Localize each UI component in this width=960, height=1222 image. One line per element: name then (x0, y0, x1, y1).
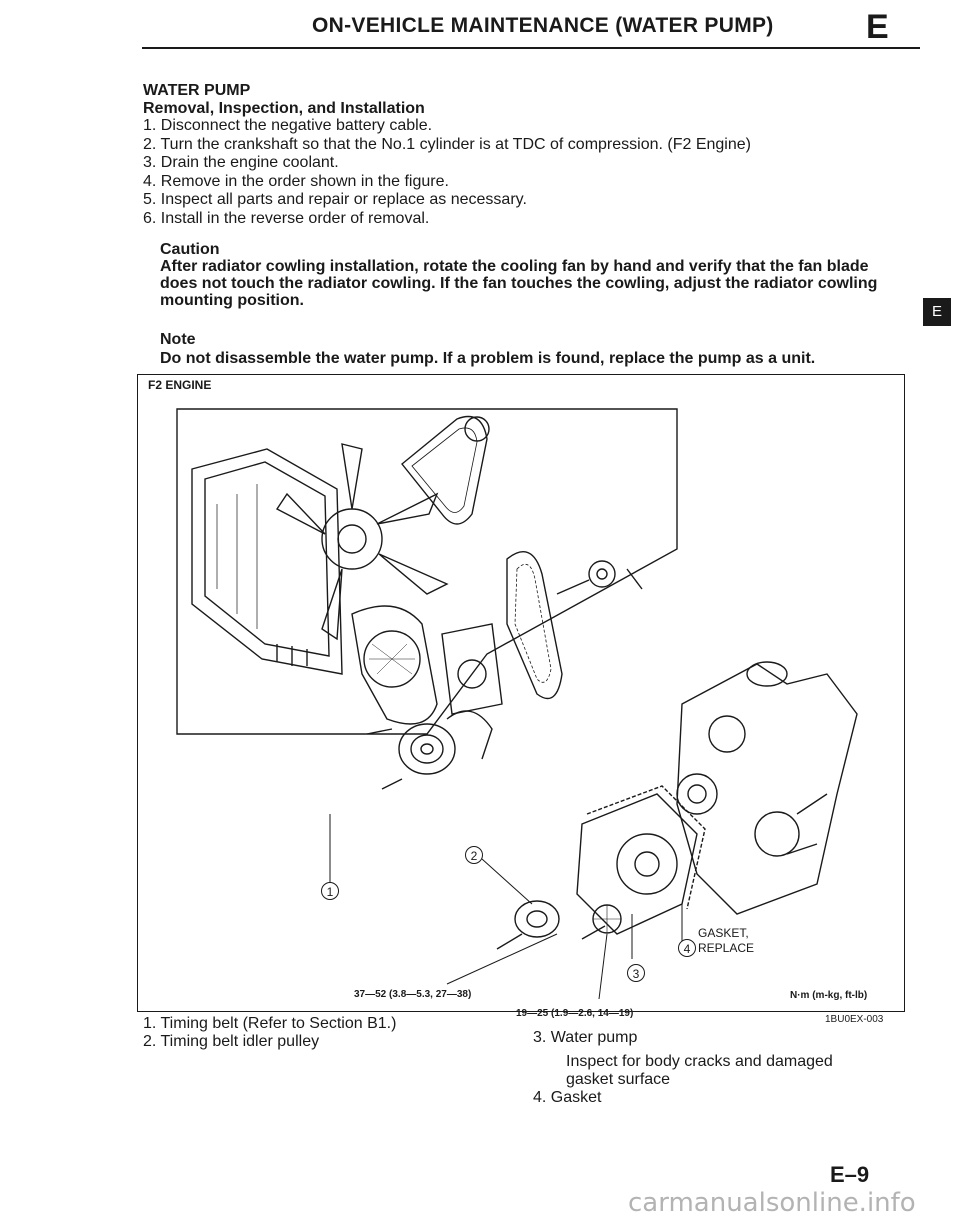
watermark: carmanualsonline.info (628, 1188, 916, 1218)
figure-label: F2 ENGINE (148, 378, 212, 392)
caution-heading: Caution (160, 241, 220, 258)
caption-item-3-detail-2: gasket surface (566, 1071, 671, 1088)
callout-2: 2 (465, 846, 483, 864)
step-item: 2. Turn the crankshaft so that the No.1 cylinder is at TDC of compression. (F2 Engine) (143, 135, 751, 153)
page-number: E–9 (830, 1162, 870, 1187)
header-rule (142, 47, 920, 49)
torque-units: N·m (m-kg, ft-lb) (790, 990, 868, 1001)
timing-belt-cover-illustration (352, 606, 437, 724)
gasket-illustration (587, 786, 705, 909)
engine-block-illustration (677, 662, 857, 914)
idler-pulley-illustration (515, 901, 559, 937)
crankshaft-pulley-illustration (399, 724, 455, 774)
section-tab[interactable]: E (923, 298, 951, 326)
callout-4: 4 (678, 939, 696, 957)
procedure-steps (143, 117, 751, 228)
caption-item-2: 2. Timing belt idler pulley (143, 1033, 320, 1050)
torque-spec-idler: 37—52 (3.8—5.3, 27—38) (354, 989, 472, 1000)
step-item: 3. Drain the engine coolant. (143, 154, 339, 171)
caution-text: After radiator cowling installation, rotate the cooling fan by hand and verify that the fan blade does not touch the radiator cowling. If the fan touches the cowling, adjust the radiator cowling mounting position. (160, 258, 878, 309)
water-pump-illustration (577, 794, 697, 934)
note-text: Do not disassemble the water pump. If a problem is found, replace the pump as a unit. (160, 350, 816, 367)
radiator-cowling-illustration (192, 449, 342, 674)
step-item: 4. Remove in the order shown in the figure. (143, 172, 449, 190)
step-item: 5. Inspect all parts and repair or replace as necessary. (143, 191, 527, 208)
section-subtitle: Removal, Inspection, and Installation (143, 100, 425, 117)
figure-code: 1BU0EX-003 (825, 1014, 884, 1025)
section-letter: E (866, 8, 889, 46)
callout-3: 3 (627, 964, 645, 982)
section-title: WATER PUMP (143, 82, 251, 99)
gasket-label-line-1: GASKET, (698, 926, 749, 940)
inset-frame (177, 409, 677, 734)
caption-item-3: 3. Water pump (533, 1029, 638, 1046)
exploded-view-diagram (137, 374, 905, 1012)
step-item: 1. Disconnect the negative battery cable. (143, 117, 433, 134)
page-title: ON-VEHICLE MAINTENANCE (WATER PUMP) (312, 14, 774, 37)
step-item: 6. Install in the reverse order of removal. (143, 209, 430, 227)
torque-spec-pump: 19—25 (1.9—2.6, 14—19) (516, 1008, 634, 1019)
note-heading: Note (160, 331, 196, 348)
caption-item-4: 4. Gasket (533, 1089, 602, 1106)
callout-1: 1 (321, 882, 339, 900)
gasket-label-line-2: REPLACE (698, 941, 755, 955)
caption-item-1: 1. Timing belt (Refer to Section B1.) (143, 1015, 397, 1032)
caption-item-3-detail-1: Inspect for body cracks and damaged (566, 1053, 833, 1070)
